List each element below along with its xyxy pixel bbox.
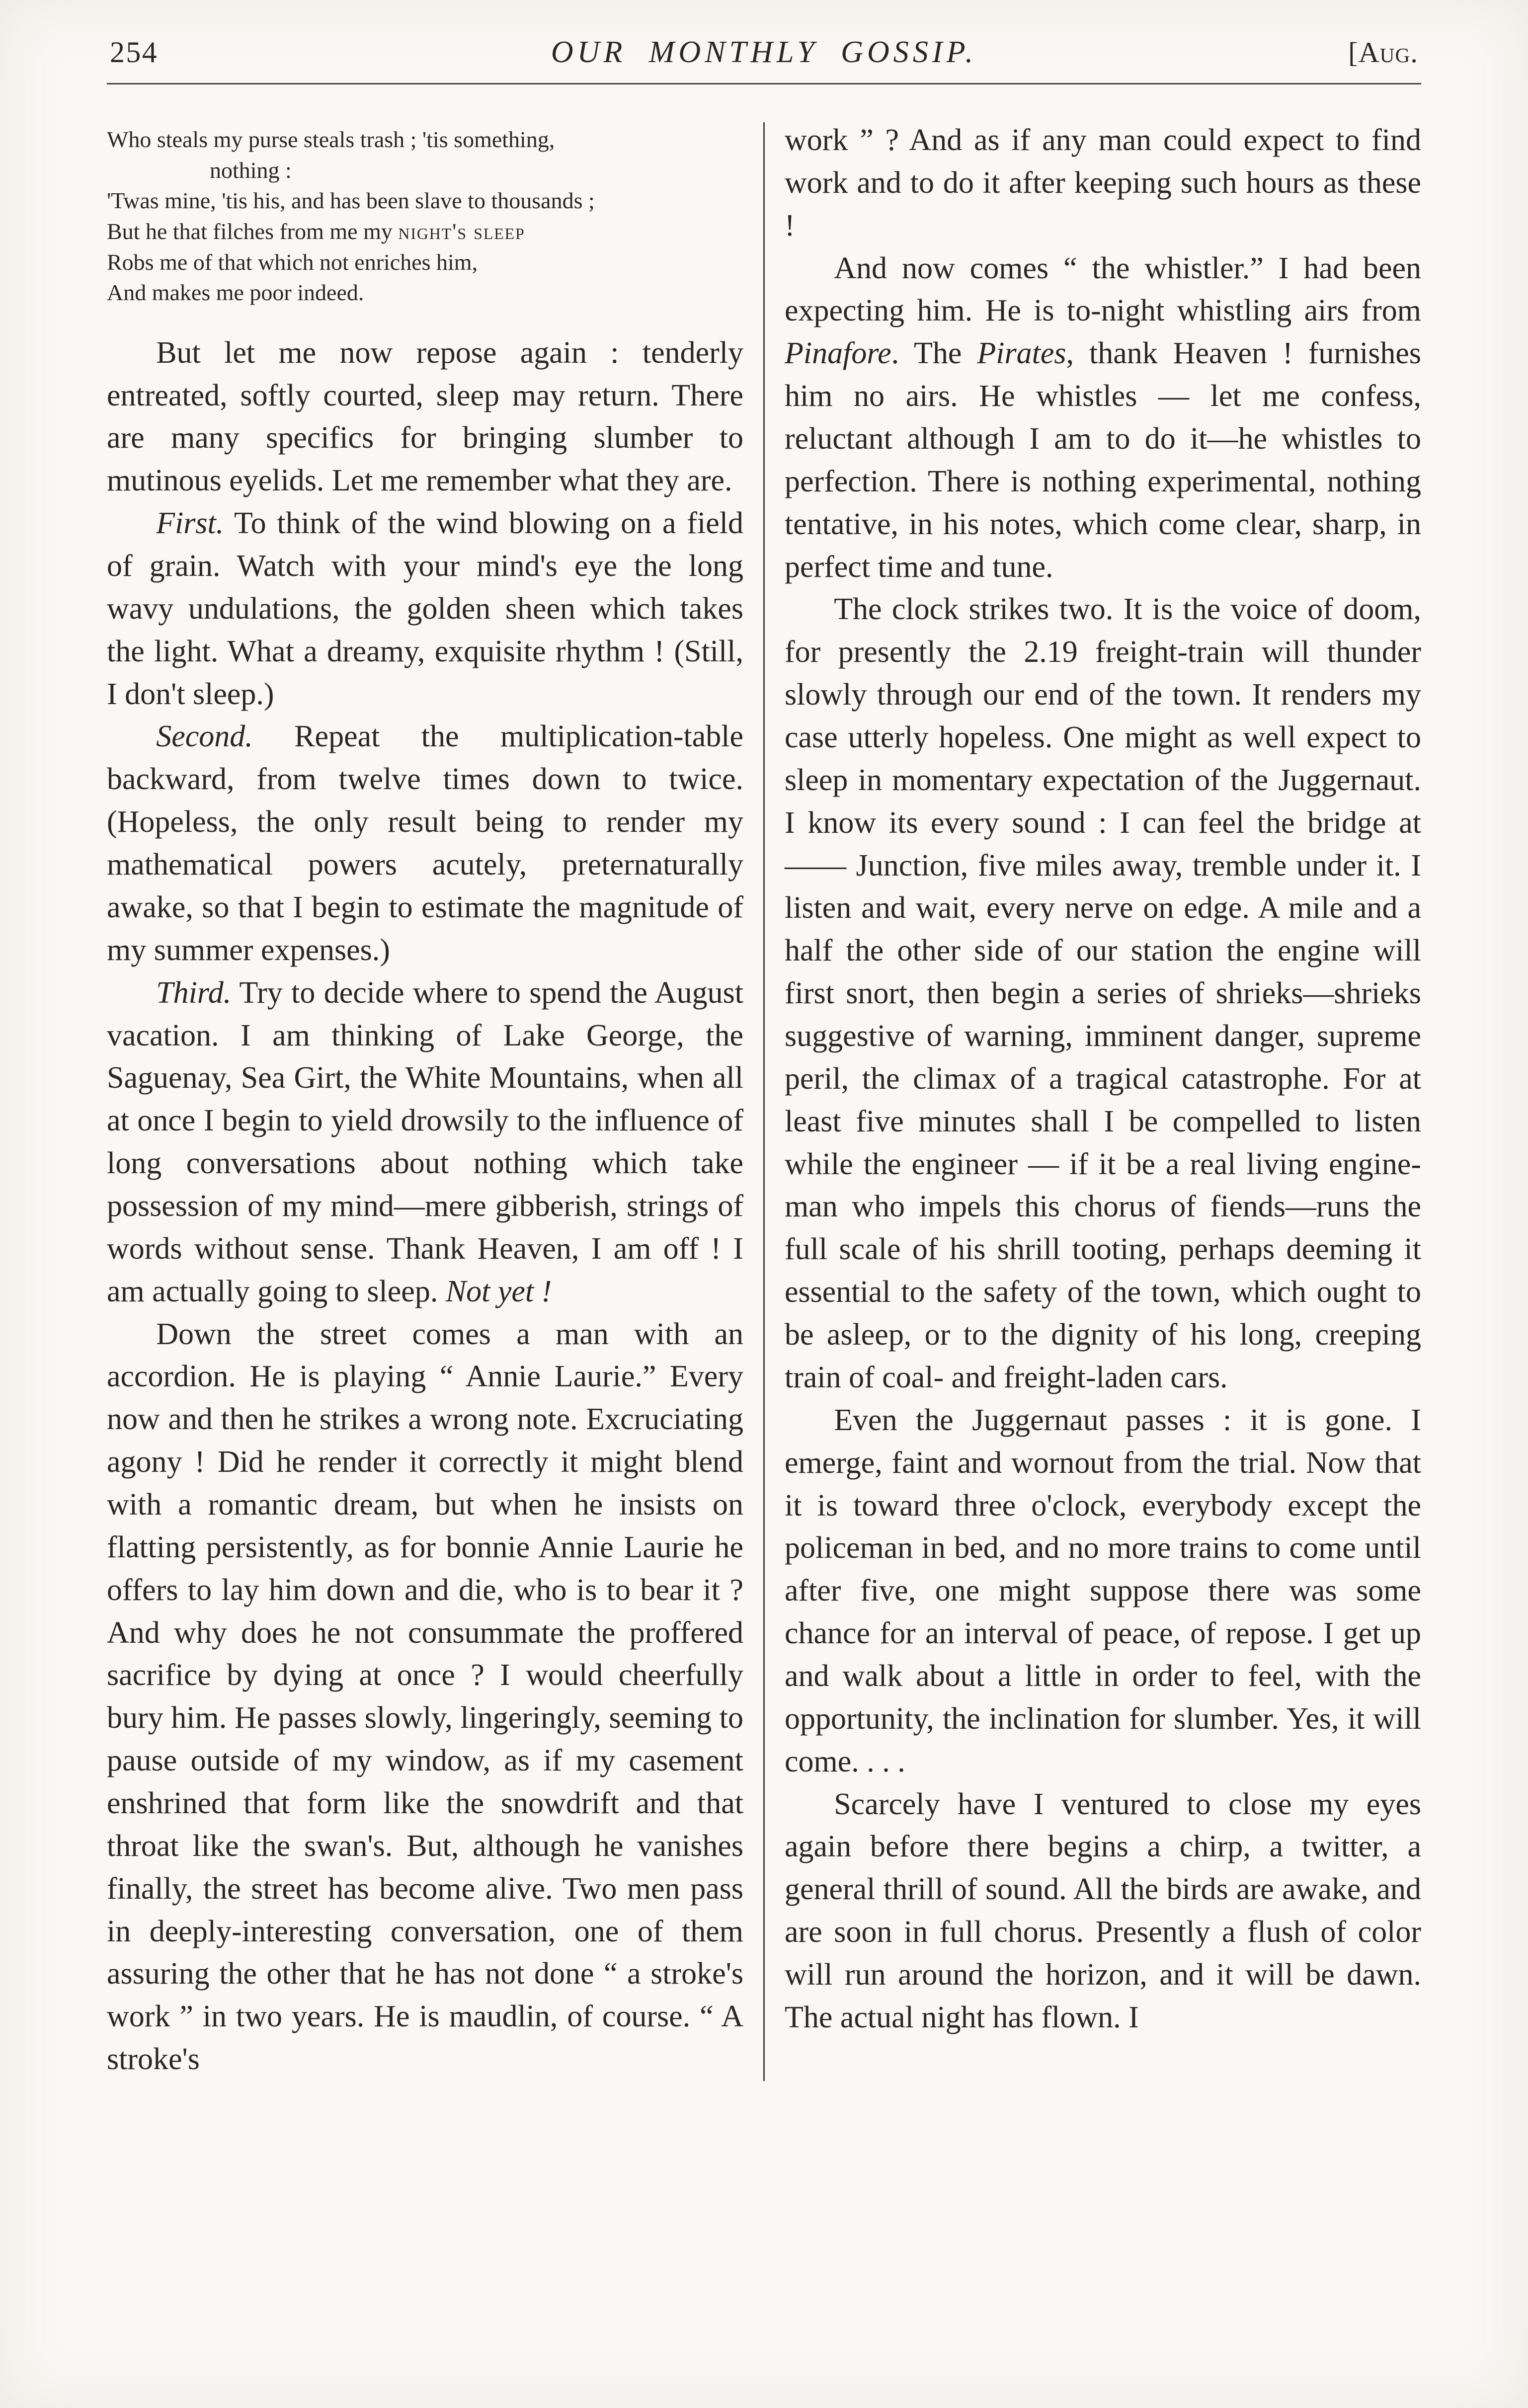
text-columns: [107, 119, 1421, 2081]
page-number: 254: [110, 36, 159, 69]
page-header: [107, 35, 1421, 70]
text-run: The clock strikes two. It is the voice of doom, for presently the 2.19 freight-train will thunder slowly through our end of the town. It renders my case utterly hopeless. One might as well expect to sleep in momentary expectation of the Juggernaut. I know its every sound : I can feel the bridge at —— Junction, five miles away, tremble under it. I listen and wait, every nerve on edge. A mile and a half the other side of our station the engine will first snort, then begin a series of shrieks—shrieks suggestive of warning, imminent danger, supreme peril, the climax of a tragical catastrophe. For at least five minutes shall I be compelled to listen while the engineer — if it be a real living engine-man who impels this chorus of fiends—runs the full scale of his shrill tooting, perhaps deeming it essential to the safety of the town, which ought to be asleep, or to the dignity of his long, creeping train of coal- and freight-laden cars.: [785, 592, 1421, 1394]
verse-line: [210, 155, 743, 186]
text-run: nothing :: [210, 157, 292, 183]
text-run: And makes me poor indeed.: [107, 280, 364, 306]
verse-line: [107, 216, 743, 247]
italic-text: Pinafore: [785, 336, 891, 371]
text-run: And now comes “ the whistler.” I had been expecting him. He is to-night whistling airs from: [785, 251, 1421, 328]
paragraph: [785, 119, 1421, 247]
running-title: OUR MONTHLY GOSSIP.: [551, 35, 977, 69]
text-run: To think of the wind blowing on a field of grain. Watch with your mind's eye the long wavy undulations, the golden sheen which takes the light. What a dreamy, exquisite rhythm ! (Still, I don't sleep.): [107, 506, 743, 711]
verse-quote: [107, 124, 743, 308]
issue-date: [Aug.: [1348, 36, 1418, 69]
italic-text: Not yet !: [445, 1274, 552, 1308]
paragraph: [785, 1399, 1421, 1783]
text-run: But he that filches from me my: [107, 218, 399, 244]
verse-line: [107, 185, 743, 216]
italic-text: First.: [156, 506, 224, 541]
paragraph: [107, 716, 743, 971]
left-paragraphs: [107, 332, 743, 2081]
verse-line: [107, 277, 743, 308]
right-column: [785, 119, 1421, 2081]
left-column: [107, 119, 743, 2081]
paragraph: [107, 972, 743, 1313]
italic-text: Second.: [156, 720, 253, 754]
paragraph: [785, 1783, 1421, 2039]
paragraph: [107, 332, 743, 502]
text-run: Try to decide where to spend the August vacation. I am thinking of Lake George, the Saguenay, Sea Girt, the White Mountains, when all at once I begin to yield drowsily to the influence of long conversations about nothing which take possession of my mind—mere gibberish, strings of words without sense. Thank Heaven, I am off ! I am actually going to sleep.: [107, 975, 743, 1308]
verse-line: [107, 247, 743, 278]
italic-text: Pirates: [977, 336, 1066, 371]
text-run: Robs me of that which not enriches him,: [107, 249, 478, 275]
paragraph: [107, 1313, 743, 2081]
text-run: Even the Juggernaut passes : it is gone. I emerge, faint and wornout from the trial. Now that it is toward three o'clock, everybody except the policeman in bed, and no more trains to come until after five, one might suppose there was some chance for an interval of peace, of repose. I get up and walk about a little in order to feel, with the opportunity, the inclination for slumber. Yes, it will come. . . .: [785, 1403, 1421, 1778]
text-run: , thank Heaven ! furnishes him no airs. He whistles — let me confess, reluctant although I am to do it—he whistles to perfection. There is nothing experimental, nothing tentative, in his notes, which come clear, sharp, in perfect time and tune.: [785, 336, 1421, 584]
smallcaps-text: night's sleep: [398, 218, 525, 244]
text-run: Repeat the multiplication-table backward, from twelve times down to twice. (Hopeless, the only result being to render my mathematical powers acutely, preternaturally awake, so that I begin to estimate the magnitude of my summer expenses.): [107, 720, 743, 967]
text-run: work ” ? And as if any man could expect to find work and to do it after keeping such hours as these !: [785, 123, 1421, 242]
column-divider: [763, 122, 765, 2081]
text-run: 'Twas mine, 'tis his, and has been slave to thousands ;: [107, 188, 595, 214]
text-run: But let me now repose again : tenderly entreated, softly courted, sleep may return. There are many specifics for bringing slumber to mutinous eyelids. Let me remember what they are.: [107, 335, 743, 498]
header-rule: [107, 83, 1421, 84]
text-run: Scarcely have I ventured to close my eyes again before there begins a chirp, a twitter, a general thrill of sound. All the birds are awake, and are soon in full chorus. Presently a flush of color will run around the horizon, and it will be dawn. The actual night has flown. I: [785, 1787, 1421, 2034]
italic-text: Third.: [156, 975, 232, 1010]
paragraph: [785, 247, 1421, 589]
paragraph: [107, 502, 743, 716]
right-paragraphs: [785, 119, 1421, 2039]
text-run: Who steals my purse steals trash ; 'tis something,: [107, 127, 555, 152]
paragraph: [785, 588, 1421, 1399]
text-run: . The: [891, 336, 977, 371]
text-run: Down the street comes a man with an accordion. He is playing “ Annie Laurie.” Every now and then he strikes a wrong note. Excruciating agony ! Did he render it correctly it might blend with a romantic dream, but when he insists on flatting persistently, as for bonnie Annie Laurie he offers to lay him down and die, who is to bear it ? And why does he not consummate the proffered sacrifice by dying at once ? I would cheerfully bury him. He passes slowly, lingeringly, seeming to pause outside of my window, as if my casement enshrined that form like the snowdrift and that throat like the swan's. But, although he vanishes finally, the street has become alive. Two men pass in deeply-interesting conversation, one of them assuring the other that he has not done “ a stroke's work ” in two years. He is maudlin, of course. “ A stroke's: [107, 1317, 743, 2077]
verse-line: [107, 124, 743, 155]
